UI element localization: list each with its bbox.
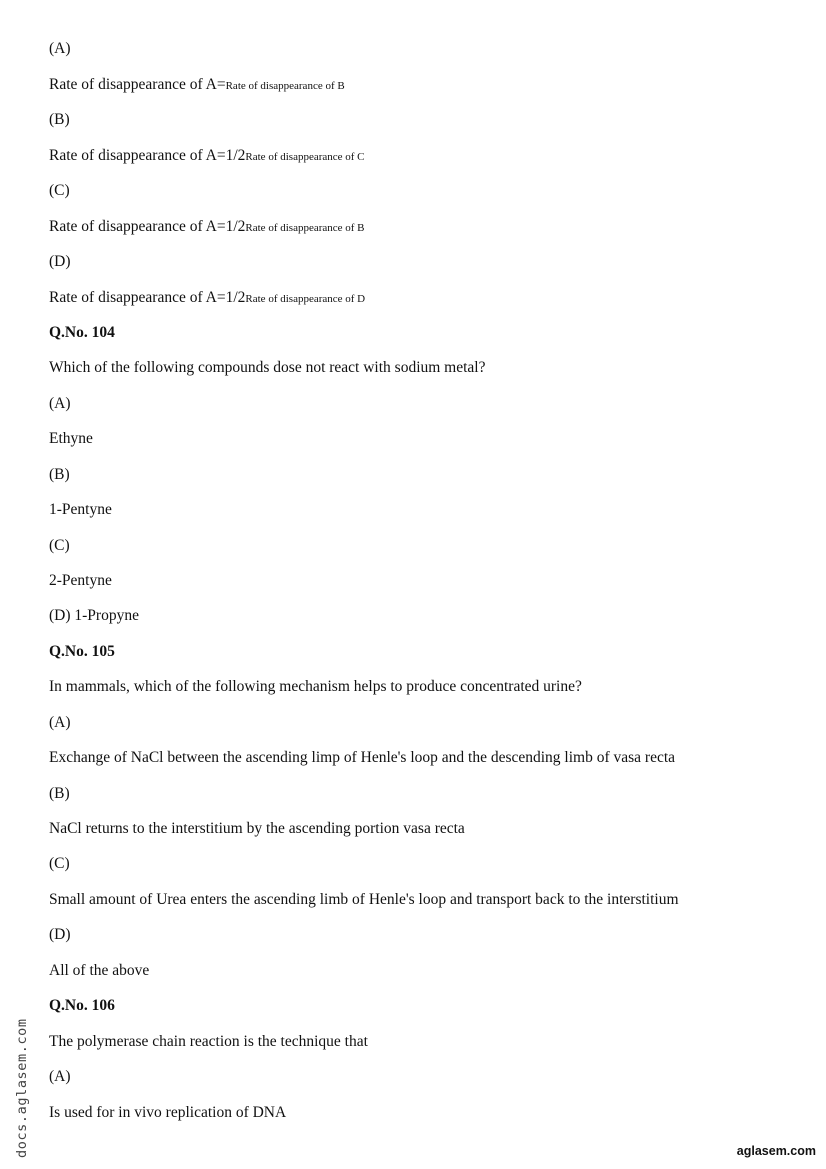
option-text: NaCl returns to the interstitium by the ascending portion vasa recta <box>49 820 465 837</box>
option-main-text: Rate of disappearance of A= <box>49 76 226 93</box>
option-label: (B) <box>49 785 70 802</box>
footer-brand: aglasem.com <box>736 1144 816 1158</box>
option-text <box>49 289 365 308</box>
side-watermark: docs.aglasem.com <box>14 1018 30 1158</box>
option-label: (C) <box>49 855 70 872</box>
option-label: (A) <box>49 395 71 412</box>
option-label: (D) <box>49 253 71 270</box>
option-text: 2-Pentyne <box>49 572 112 589</box>
option-label: (A) <box>49 40 71 57</box>
option-text: Ethyne <box>49 430 93 447</box>
option-text <box>49 76 345 95</box>
question-number: Q.No. 105 <box>49 643 115 660</box>
option-text: All of the above <box>49 962 150 979</box>
option-text <box>49 147 365 166</box>
question-text: Which of the following compounds dose not react with sodium metal? <box>49 359 486 376</box>
option-label: (B) <box>49 466 70 483</box>
question-number: Q.No. 104 <box>49 324 115 341</box>
option-text <box>49 218 365 237</box>
option-text: Small amount of Urea enters the ascending limb of Henle's loop and transport back to the interstitium <box>49 891 679 908</box>
option-main-text: Rate of disappearance of A=1/2 <box>49 218 246 235</box>
option-main-text: Rate of disappearance of A=1/2 <box>49 147 246 164</box>
option-text: 1-Pentyne <box>49 501 112 518</box>
option-label: (C) <box>49 182 70 199</box>
option-label: (D) <box>49 926 71 943</box>
option-label: (A) <box>49 714 71 731</box>
option-text: Is used for in vivo replication of DNA <box>49 1104 287 1121</box>
option-small-text: Rate of disappearance of C <box>245 151 365 163</box>
option-small-text: Rate of disappearance of D <box>245 293 366 305</box>
question-text: The polymerase chain reaction is the technique that <box>49 1033 368 1050</box>
option-label: (A) <box>49 1068 71 1085</box>
option-small-text: Rate of disappearance of B <box>245 222 365 234</box>
option-text: Exchange of NaCl between the ascending limp of Henle's loop and the descending limb of vasa recta <box>49 749 676 766</box>
question-number: Q.No. 106 <box>49 997 115 1014</box>
option-main-text: Rate of disappearance of A=1/2 <box>49 289 246 306</box>
question-text: In mammals, which of the following mechanism helps to produce concentrated urine? <box>49 678 582 695</box>
option-text: (D) 1-Propyne <box>49 607 139 624</box>
option-label: (B) <box>49 111 70 128</box>
option-small-text: Rate of disappearance of B <box>225 80 345 92</box>
option-label: (C) <box>49 537 70 554</box>
